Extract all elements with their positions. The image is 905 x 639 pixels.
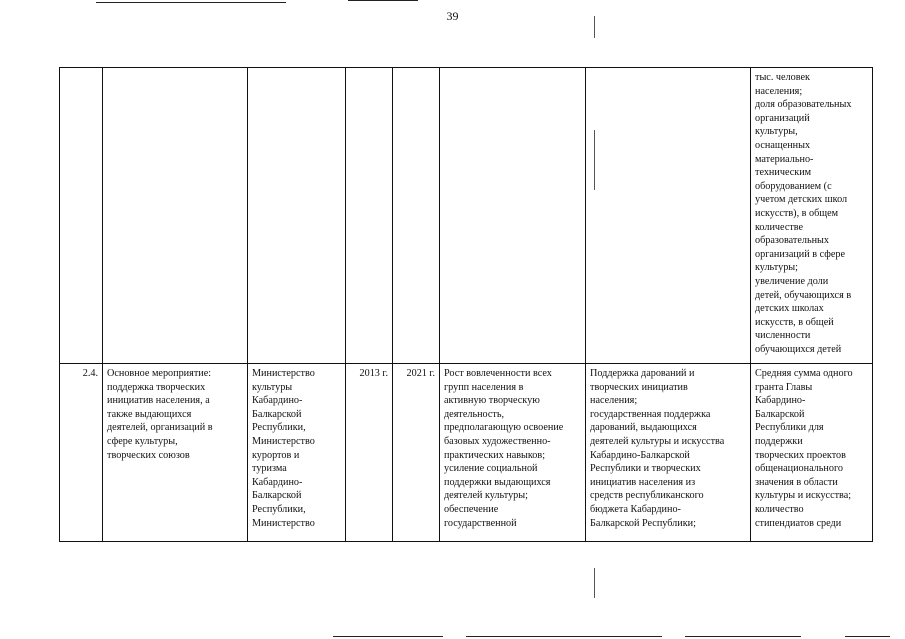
cell-consequences xyxy=(586,364,751,542)
cell-result xyxy=(440,364,586,542)
cell-consequences xyxy=(586,68,751,364)
cell-start xyxy=(346,68,393,364)
scan-line xyxy=(685,636,801,637)
cell-end xyxy=(393,68,440,364)
cell-indicators xyxy=(751,364,873,542)
start-year: 2013 г. xyxy=(359,368,388,379)
end-year: 2021 г. xyxy=(406,368,435,379)
cell-measure xyxy=(103,68,248,364)
program-table xyxy=(59,67,873,542)
scan-line xyxy=(333,636,443,637)
indicators-text: Средняя сумма одного гранта Главы Кабардино- Балкарской Республики для поддержки творческих проектов общенационального значения в области культуры и искусства; количество стипендиатов среди xyxy=(755,368,853,529)
indicators-text: тыс. человек населения; доля образовательных организаций культуры, оснащенных материально- техническим оборудованием (с учетом детских школ искусств), в общем количестве образовательных организаций в сфере культуры; увеличение доли детей, обучающихся в детских школах искусств, в общей численности обучающихся детей xyxy=(755,72,852,355)
scan-speck xyxy=(594,568,595,598)
cell-number xyxy=(60,68,103,364)
measure-text: Основное мероприятие: поддержка творческих инициатив населения, а также выдающихся деятелей, организаций в сфере культуры, творческих союзов xyxy=(107,368,213,461)
result-text: Рост вовлеченности всех групп населения в активную творческую деятельность, предполагающую освоение базовых художественно- практических навыков; усиление социальной поддержки выдающихся деятелей культуры; обеспечение государственной xyxy=(444,368,564,529)
row-number: 2.4. xyxy=(82,368,98,379)
scan-speck xyxy=(594,16,595,38)
scan-line xyxy=(348,0,418,1)
scan-line xyxy=(466,636,662,637)
cell-measure xyxy=(103,364,248,542)
cell-number xyxy=(60,364,103,542)
cell-result xyxy=(440,68,586,364)
cell-executor xyxy=(248,68,346,364)
scan-line xyxy=(96,2,286,3)
table-row xyxy=(60,68,873,364)
table-row xyxy=(60,364,873,542)
consequences-text: Поддержка дарований и творческих инициатив населения; государственная поддержка дарований, выдающихся деятелей культуры и искусства Кабардино-Балкарской Республики и творческих инициатив населения из средств республиканского бюджета Кабардино- Балкарской Республики; xyxy=(590,368,725,529)
executor-text: Министерство культуры Кабардино- Балкарской Республики, Министерство курортов и туризма Кабардино- Балкарской Республики, Министерство xyxy=(252,368,315,529)
cell-end xyxy=(393,364,440,542)
cell-start xyxy=(346,364,393,542)
page-number: 39 xyxy=(446,9,459,23)
cell-executor xyxy=(248,364,346,542)
scan-line xyxy=(845,636,890,637)
cell-indicators xyxy=(751,68,873,364)
